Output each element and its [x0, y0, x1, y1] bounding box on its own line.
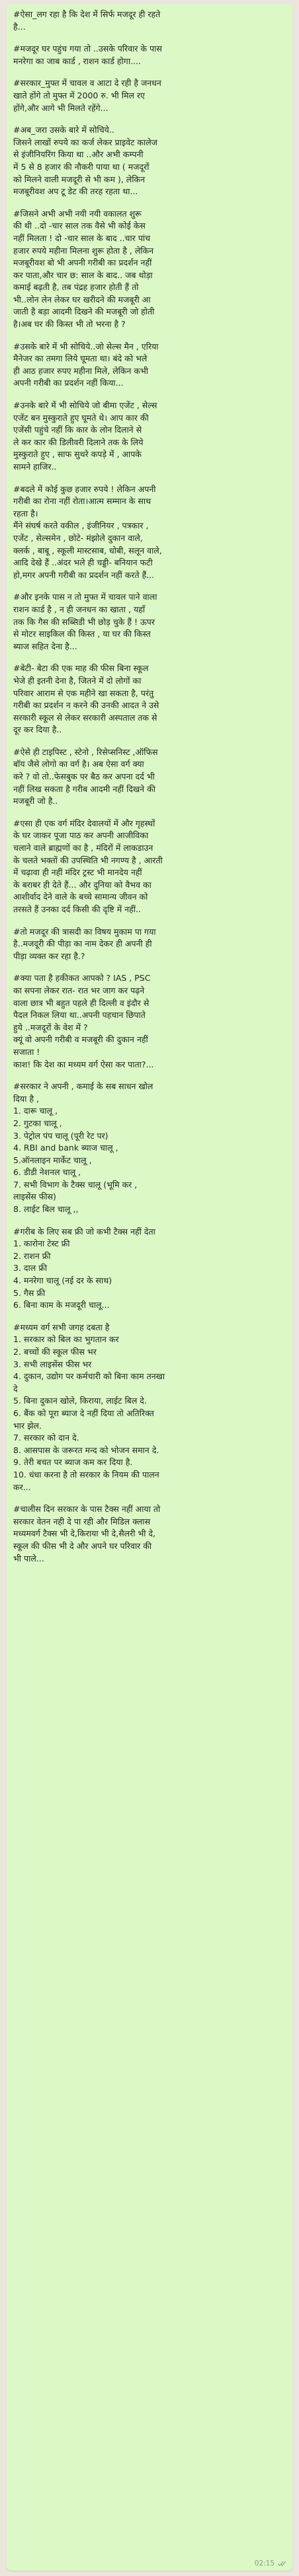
- message-line: मजबूरी जो है..: [13, 796, 58, 806]
- message-line: 6. बिना काम के मजदूरी चालू...: [13, 1300, 110, 1310]
- message-line: 10. धंधा करना है तो सरकार के नियम की पालन: [13, 1469, 159, 1480]
- message-line: का सपना लेकर रात- रात भर जाग कर पढ़ने: [13, 985, 145, 995]
- double-check-icon: [277, 2560, 287, 2567]
- message-line: #बेटी- बेटा की एक माह की फीस बिना स्कूल: [13, 663, 149, 674]
- message-line: राशन कार्ड है , न ही जनधन का खाता , यहाँ: [13, 604, 146, 614]
- message-line: के चलते भक्तों की उपस्थिति भी नगण्य है , आरती: [13, 855, 163, 865]
- message-line: दूर कर दिया है..: [13, 725, 62, 735]
- message-line: दिया है ,: [13, 1093, 39, 1104]
- message-line: क्लर्क , बाबू , स्कूली मास्टसाब, धोबी, सलून वाले,: [13, 545, 162, 555]
- message-line: #क्या पता है हकीकत आपको ? IAS , PSC: [13, 973, 151, 984]
- message-line: जाती है बड़ा आदमी दिखने की मजबूरी जो होती: [13, 306, 155, 317]
- message-paragraph: [13, 1503, 286, 1565]
- message-line: खाते होंगे तो मुफ्त में 2000 रु. भी मिल रए: [13, 90, 145, 100]
- message-paragraph: [13, 1081, 286, 1216]
- message-line: #मध्यम वर्ग सभी जगह दबता है: [13, 1322, 110, 1332]
- message-line: पैदल निकल लिया था..अपनी पहचान छिपाते: [13, 1010, 146, 1020]
- message-paragraph: [13, 818, 286, 916]
- message-line: हो,मगर अपनी गरीबी का प्रदर्शन नहीं करते हैं...: [13, 569, 155, 580]
- message-line: ही आठ हजार रुपए महीना मिले, लेकिन कभी: [13, 365, 149, 376]
- message-line: हजार रुपये महीना मिलना शुरू होता है , लेकिन: [13, 245, 154, 256]
- message-line: पीड़ा व्यक्त कर रहा है.?: [13, 950, 85, 961]
- message-paragraph: [13, 341, 286, 390]
- message-line: 8. लाईट बिल चालू ,,: [13, 1204, 79, 1215]
- message-line: बॉय जैसे लोगो का वर्ग है। अब ऐसा वर्ग क्या: [13, 759, 144, 769]
- message-line: रहता है।: [13, 508, 38, 519]
- message-line: में 5 से 8 हजार की नौकरी पाया था ( मजदूरों: [13, 161, 150, 172]
- message-line: #बदले में कोई कुछ हजार रुपये ! लेकिन अपनी: [13, 483, 156, 494]
- message-line: सरकार वेतन नही दे पा रही और मिडिल क्लास: [13, 1516, 151, 1526]
- message-line: #तो मजदूर की त्रासदी का विषय मुकाम पा गया: [13, 926, 156, 937]
- message-paragraph: [13, 208, 286, 331]
- message-line: नहीं लिख सकता है गरीब आदमी नहीं दिखने की: [13, 783, 155, 794]
- message-line: #और इनके पास न तो मुफ्त में चावल पाने वाला: [13, 592, 157, 602]
- message-paragraph: [13, 1226, 286, 1312]
- message-paragraph: [13, 972, 286, 1071]
- message-line: 4. RBI and bank ब्याज चालू ,: [13, 1143, 118, 1153]
- message-line: भेजे ही इतनी देना है, जितने में दो लोगों का: [13, 675, 142, 686]
- message-line: कर पाता,और चार छ: साल के बाद.. जब थोड़ा: [13, 269, 153, 280]
- message-line: #जिसने अभी अभी नयी नयी वकालत शुरू: [13, 208, 142, 219]
- message-line: 2. राशन फ्री: [13, 1250, 51, 1261]
- message-line: 4. मनरेगा चालू (नई दर के साथ): [13, 1275, 112, 1286]
- message-line: 5.ऑनलाइन मार्केट चालू ,: [13, 1155, 92, 1165]
- message-line: 1. सरकार को बिल का भुगतान कर: [13, 1334, 119, 1345]
- message-line: एजेंसी पहुंचे नहीं कि कार के लोन दिलाने से: [13, 425, 142, 435]
- message-paragraph: [13, 591, 286, 653]
- message-line: कमाई बढ़ती है, तब पंद्रह हजार होती हैं तो: [13, 282, 139, 293]
- message-line: है..मजदूरी की पीड़ा का नाम देकर ही अपनी ही: [13, 939, 152, 949]
- message-line: 3. दाल फ्री: [13, 1263, 48, 1273]
- message-line: लाइसेंस फीस): [13, 1192, 56, 1202]
- message-line: ब्याज सहित देना है...: [13, 641, 77, 651]
- message-line: #अब_जरा उसके बारे में सोचिये..: [13, 125, 114, 135]
- message-paragraph: [13, 124, 286, 198]
- message-line: 3. पेट्रोल पंप चालू (पूरी रेट पर): [13, 1130, 108, 1141]
- message-line: ले कर कार की डिलीवरी दिलाने तक के लिये: [13, 437, 144, 447]
- message-line: #चालीस दिन सरकार के पास टैक्स नहीं आया तो: [13, 1504, 161, 1515]
- message-line: मनरेगा का जाब कार्ड , राशन कार्ड होगा....: [13, 55, 141, 66]
- message-line: के घर जाकर पूजा पाठ कर अपनी आजीविका: [13, 830, 149, 841]
- message-line: भी पाले...: [13, 1553, 44, 1563]
- message-line: चलाने वाले ब्राह्मणों का है , मंदिरों में लाकडाउन: [13, 843, 153, 853]
- message-line: काश! कि देश का मध्यम वर्ग ऐसा कर पाता?...: [13, 1059, 154, 1069]
- message-line: #एसा ही एक वर्ग मंदिर देवालयों में और गृहस्थों: [13, 818, 155, 828]
- message-line: आदि देखे हैं ..अंदर भले ही चड्डी- बनियान फटी: [13, 557, 153, 568]
- message-paragraph: [13, 1322, 286, 1493]
- message-line: 8. आसपास के जरूरत मन्द को भोजन समान दे.: [13, 1445, 159, 1455]
- message-paragraph: [13, 400, 286, 474]
- message-line: #सरकार ने अपनी , कमाई के सब साधन खोल: [13, 1081, 153, 1092]
- message-line: परिवार आराम से एक महीने खा सकता है, परंतु: [13, 688, 154, 698]
- message-line: होंगे,और आगे भी मिलते रहेंगे...: [13, 102, 108, 113]
- message-line: नहीं मिलता ! दो -चार साल के बाद ..चार पांच: [13, 233, 151, 243]
- message-line: हुये ..मजदूरों के वेश में ?: [13, 1022, 88, 1032]
- message-line: 6. बैंक को पूरा ब्याज दे नहीं दिया तो अतिरिक्त: [13, 1408, 154, 1418]
- message-line: #उनके बारे में भी सोचिये जो बीमा एजेंट , सेल्स: [13, 400, 157, 411]
- message-line: #उसके बारे में भी सोचिये..जो सेल्स मैन , एरिया: [13, 341, 159, 351]
- message-line: #ऐसा_लग रहा है कि देश में सिर्फ मजदूर ही रहते: [13, 9, 161, 19]
- message-line: कर...: [13, 1482, 31, 1492]
- message-line: है।अब घर की किस्त भी तो भरना है ?: [13, 319, 126, 330]
- message-line: को मिलने वाली मजदूरी से भी कम ), लेकिन: [13, 174, 146, 184]
- message-line: एजेंट , सेल्समेन , छोटे- मंझोले दुकान वाले,: [13, 532, 143, 543]
- message-line: सामने हाजिर..: [13, 462, 57, 472]
- message-line: 2. गुटका चालू ,: [13, 1118, 62, 1128]
- message-paragraph: [13, 9, 286, 33]
- message-line: है...: [13, 21, 26, 32]
- message-time: 02:15: [254, 2559, 275, 2567]
- message-line: मैनेजर का तमगा लिये घूमता था। बंदे को भले: [13, 353, 148, 364]
- message-line: 1. कारोना टेस्ट फ्री: [13, 1238, 70, 1249]
- message-line: एजेंट बन मुस्कुराते हुए घूमते थे। आप कार की: [13, 412, 149, 423]
- message-line: मजबूरीवश अप टू डेट की तरह रहता था...: [13, 186, 138, 197]
- message-paragraph: [13, 77, 286, 114]
- message-paragraph: [13, 43, 286, 67]
- message-line: सरकारी स्कूल से लेकर सरकारी अस्पताल तक से: [13, 712, 157, 723]
- message-line: गरीबी का रोना नहीं रोता।आत्म सम्मान के साथ: [13, 496, 151, 507]
- message-line: #गरीब के लिए सब फ्री जो कभी टैक्स नहीं देता: [13, 1226, 155, 1236]
- message-paragraph: [13, 746, 286, 808]
- message-line: 5. गैस फ्री: [13, 1287, 46, 1298]
- message-line: #ऐसे ही टाइपिस्ट , स्टेनो , रिसेप्सनिस्ट ,ऑफिस: [13, 746, 158, 757]
- message-line: मध्यमवर्ग टैक्स भी दे,किराया भी दे,सैलरी भी दे,: [13, 1528, 156, 1539]
- message-paragraph: [13, 662, 286, 736]
- message-line: सजाता !: [13, 1046, 40, 1057]
- message-line: 9. तेरी बचत पर ब्याज कम कर दिया है.: [13, 1457, 133, 1468]
- message-line: तरसते हैं उनका दर्द किसी की दृष्टि में नहीं..: [13, 904, 141, 914]
- message-meta: [255, 2559, 287, 2567]
- message-paragraph: [13, 483, 286, 582]
- message-line: स्कूल की फीस भी दे और अपने घर परिवार की: [13, 1540, 152, 1551]
- message-line: भी..लोन लेन लेकर घर खरीदने की मजबूरी आ: [13, 294, 151, 304]
- message-line: 2. बच्चों की स्कूल फीस भर: [13, 1347, 97, 1357]
- message-line: के बराबर ही देते हैं... और दुनिया को वैभव का: [13, 879, 151, 890]
- message-line: मैंने संघर्ष करते वकील , इंजीनियर , पत्रकार ,: [13, 520, 149, 531]
- message-line: दे: [13, 1383, 18, 1394]
- message-line: अपनी गरीबी का प्रदर्शन नहीं किया...: [13, 378, 124, 388]
- message-line: भार झेल.: [13, 1420, 42, 1431]
- message-line: 5. बिना दुकान खोले, किराया, लाईट बिल दे.: [13, 1396, 147, 1406]
- message-text: [13, 9, 286, 1565]
- message-line: मजबूरीवश बो भी अपनी गरीबी का प्रदर्शन नहीं: [13, 258, 152, 268]
- message-line: 3. सभी लाइसेंस फीस भर: [13, 1359, 92, 1369]
- message-line: करे ? वो तो..फेसबुक पर बैठ कर अपना दर्द भी: [13, 771, 155, 782]
- message-line: जिसने लाखों रुपये का कर्ज लेकर प्राइवेट कालेज: [13, 137, 157, 147]
- message-line: 7. सभी विभाग के टैक्स चालू (भूमि कर ,: [13, 1179, 138, 1190]
- message-line: मुस्कुराते हुए , साफ सुथरे कपड़े में , आपके: [13, 449, 142, 460]
- message-line: #मजदूर घर पहुंच गया तो ..उसके परिवार के पास: [13, 44, 162, 54]
- message-line: क्यूं वो अपनी गरीबी व मजबूरी की दुकान नहीं: [13, 1034, 148, 1045]
- message-line: से इंजीनियरिंग किया था ..और अभी कम्पनी: [13, 149, 144, 160]
- message-paragraph: [13, 926, 286, 963]
- message-line: वाला छात्र भी बहुत पहले ही दिल्ली व इंदौर से: [13, 997, 150, 1008]
- message-line: 6. डीडी नेशनल चालू ,: [13, 1167, 81, 1178]
- message-line: 1. दारू चालू ,: [13, 1106, 58, 1116]
- message-line: आशीर्वाद देने वाले के बच्चे सामान्य जीवन को: [13, 892, 148, 902]
- message-line: #सरकार_मुफ्त में चावल व आटा दे रही है जनधन: [13, 78, 161, 89]
- message-line: से मोटर साइकिल की किस्त , या घर की किस्त: [13, 629, 151, 639]
- message-line: में चढ़ावा ही नहीं मंदिर ट्रस्ट भी मानदेय नहीं: [13, 867, 142, 878]
- message-line: की थी ..दो -चार साल तक वैसे भी कोई केस: [13, 221, 146, 231]
- message-line: 4. दुकान, उद्योग पर कर्मचारी को बिना काम तनखा: [13, 1371, 165, 1382]
- message-line: 7. सरकार को दान दे.: [13, 1433, 79, 1443]
- message-line: गरीबी का प्रदर्शन न करने की उनकी आदत ने उसे: [13, 700, 159, 711]
- message-line: तक कि गैस की सब्सिडी भी छोड़ चुके हैं ! ऊपर: [13, 616, 155, 627]
- message-bubble[interactable]: [7, 4, 292, 2571]
